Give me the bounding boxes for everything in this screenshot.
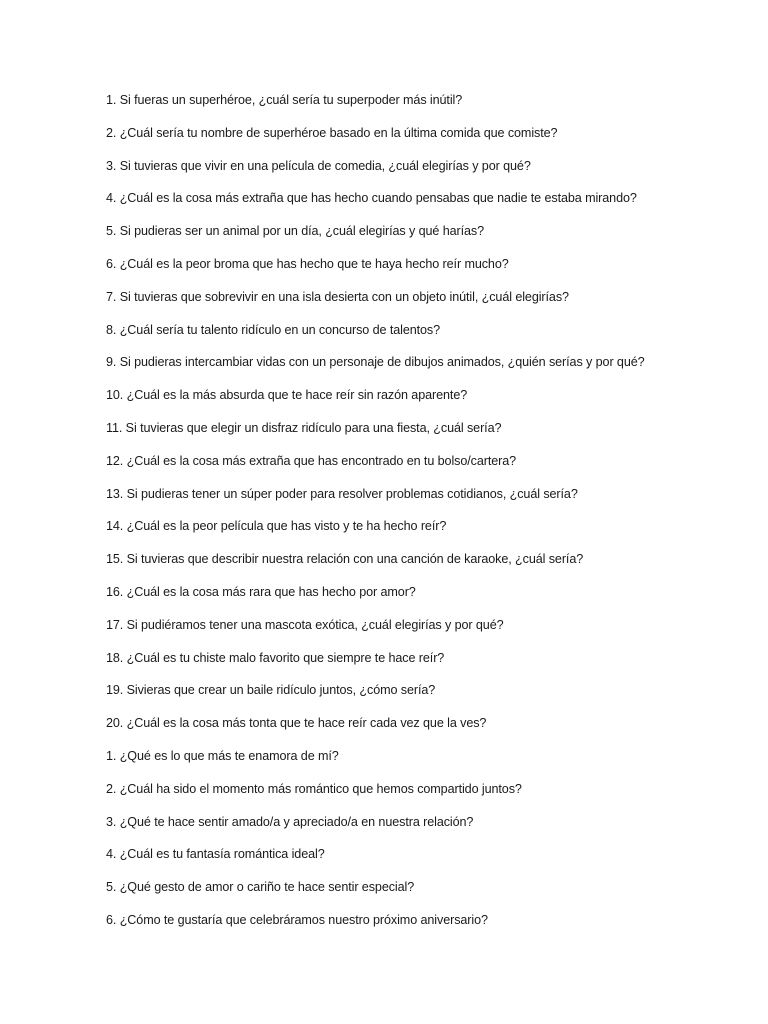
question-item: 5. Si pudieras ser un animal por un día, ¿cuál elegirías y qué harías? bbox=[106, 224, 485, 239]
question-item: 14. ¿Cuál es la peor película que has visto y te ha hecho reír? bbox=[106, 519, 447, 534]
question-item: 4. ¿Cuál es tu fantasía romántica ideal? bbox=[106, 847, 325, 862]
question-item: 13. Si pudieras tener un súper poder para resolver problemas cotidianos, ¿cuál sería? bbox=[106, 486, 578, 501]
question-item: 2. ¿Cuál sería tu nombre de superhéroe basado en la última comida que comiste? bbox=[106, 125, 558, 140]
question-item: 12. ¿Cuál es la cosa más extraña que has encontrado en tu bolso/cartera? bbox=[106, 453, 517, 468]
question-item: 8. ¿Cuál sería tu talento ridículo en un concurso de talentos? bbox=[106, 322, 441, 337]
question-item: 20. ¿Cuál es la cosa más tonta que te hace reír cada vez que la ves? bbox=[106, 716, 487, 731]
question-item: 11. Si tuvieras que elegir un disfraz ridículo para una fiesta, ¿cuál sería? bbox=[106, 420, 502, 435]
question-item: 6. ¿Cuál es la peor broma que has hecho que te haya hecho reír mucho? bbox=[106, 256, 509, 271]
question-item: 10. ¿Cuál es la más absurda que te hace reír sin razón aparente? bbox=[106, 388, 468, 403]
question-item: 19. Sivieras que crear un baile ridículo juntos, ¿cómo sería? bbox=[106, 683, 436, 698]
question-item: 6. ¿Cómo te gustaría que celebráramos nuestro próximo aniversario? bbox=[106, 912, 488, 927]
question-item: 4. ¿Cuál es la cosa más extraña que has hecho cuando pensabas que nadie te estaba mirando? bbox=[106, 191, 637, 206]
question-item: 16. ¿Cuál es la cosa más rara que has hecho por amor? bbox=[106, 584, 416, 599]
question-item: 18. ¿Cuál es tu chiste malo favorito que siempre te hace reír? bbox=[106, 650, 445, 665]
question-item: 3. Si tuvieras que vivir en una película de comedia, ¿cuál elegirías y por qué? bbox=[106, 158, 531, 173]
question-item: 15. Si tuvieras que describir nuestra relación con una canción de karaoke, ¿cuál sería? bbox=[106, 552, 584, 567]
question-item: 3. ¿Qué te hace sentir amado/a y apreciado/a en nuestra relación? bbox=[106, 814, 474, 829]
question-list bbox=[106, 89, 746, 942]
question-item: 17. Si pudiéramos tener una mascota exótica, ¿cuál elegirías y por qué? bbox=[106, 617, 504, 632]
question-item: 1. ¿Qué es lo que más te enamora de mí? bbox=[106, 748, 339, 763]
question-item: 5. ¿Qué gesto de amor o cariño te hace sentir especial? bbox=[106, 880, 415, 895]
question-item: 9. Si pudieras intercambiar vidas con un personaje de dibujos animados, ¿quién serías y por qué? bbox=[106, 355, 645, 370]
question-item: 2. ¿Cuál ha sido el momento más romántico que hemos compartido juntos? bbox=[106, 781, 522, 796]
question-item: 1. Si fueras un superhéroe, ¿cuál sería tu superpoder más inútil? bbox=[106, 93, 463, 107]
question-item: 7. Si tuvieras que sobrevivir en una isla desierta con un objeto inútil, ¿cuál elegirías? bbox=[106, 289, 569, 304]
